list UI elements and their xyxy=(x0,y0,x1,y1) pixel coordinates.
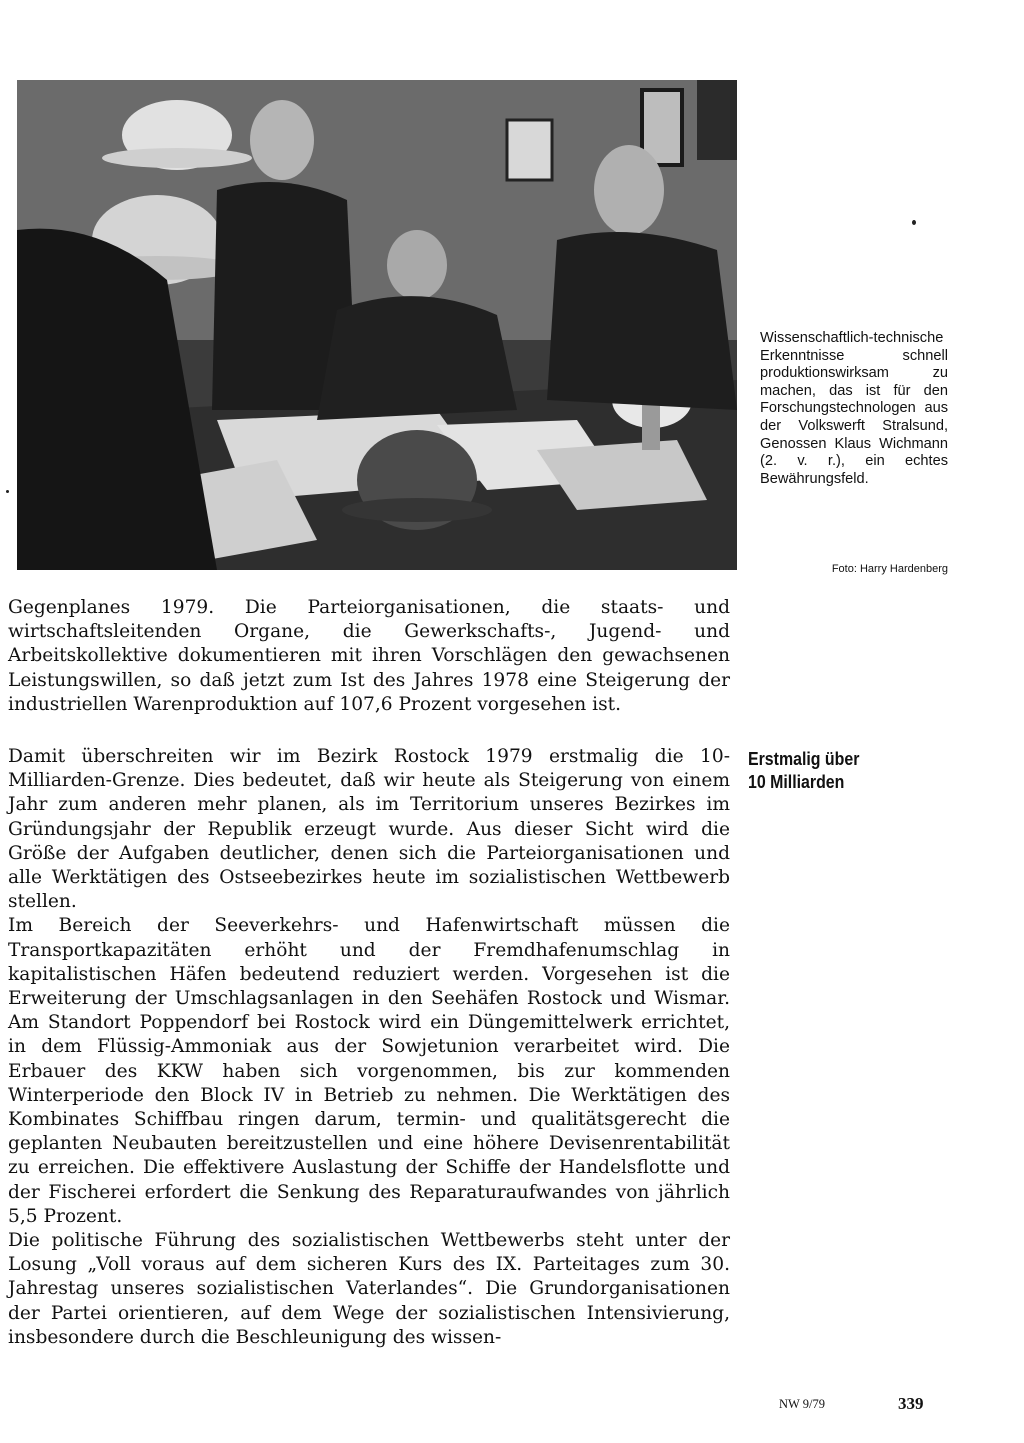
article-column-top xyxy=(8,596,730,717)
print-speck xyxy=(912,220,916,225)
article-paragraph-4: Die politische Führung des sozialistischen Wettbewerbs steht unter der Losung „Voll voraus auf dem sicheren Kurs des IX. Parteitages zum 30. Jahrestag unseres sozialistischen Vaterlandes“. Die Grundorganisationen der Partei orientieren, auf dem Wege der sozialistischen Intensivierung, insbesondere durch die Beschleunigung des wissen- xyxy=(8,1230,730,1348)
article-column-main xyxy=(8,745,730,1350)
article-paragraph-3: Im Bereich der Seeverkehrs- und Hafenwirtschaft müssen die Transportkapazitäten erhöht und der Fremdhafenumschlag in kapitalistischen Häfen bedeutend reduziert werden. Vorgesehen ist die Erweiterung der Umschlagsanlagen in den Seehäfen Rostock und Wismar. Am Standort Poppendorf bei Rostock wird ein Düngemittelwerk errichtet, in dem Flüssig-Ammoniak aus der Sowjetunion verarbeitet wird. Die Erbauer des KKW haben sich vorgenommen, bis zur kommenden Winterperiode den Block IV in Betrieb zu nehmen. Die Werktätigen des Kombinates Schiffbau ringen darum, termin- und qualitätsgerecht die geplanten Neubauten bereitzustellen und eine höhere Devisenrentabilität zu erreichen. Die effektivere Auslastung der Schiffe der Handelsflotte und der Fischerei erfordert die Senkung des Reparaturaufwandes von jährlich 5,5 Prozent. xyxy=(8,915,730,1227)
article-paragraph-1: Gegenplanes 1979. Die Parteiorganisationen, die staats- und wirtschaftsleitenden Organe, die Gewerkschafts-, Jugend- und Arbeitskollektive dokumentieren mit ihren Vorschlägen den gewachsenen Leistungswillen, so daß jetzt zum Ist des Jahres 1978 eine Steigerung der industriellen Warenproduktion auf 107,6 Prozent vorgesehen ist. xyxy=(8,597,730,715)
photo-credit: Foto: Harry Hardenberg xyxy=(831,563,948,575)
article-paragraph-2: Damit überschreiten wir im Bezirk Rostock 1979 erstmalig die 10-Milliarden-Grenze. Dies bedeutet, daß wir heute als Steigerung von einem Jahr zum anderen mehr planen, als im Territorium unseres Bezirkes im Gründungsjahr der Republik erzeugt wurde. Aus dieser Sicht wird die Größe der Aufgaben deutlicher, denen sich die Parteiorganisationen und alle Werktätigen des Ostseebezirkes heute im sozialistischen Wettbewerb stellen. xyxy=(8,746,730,913)
page-number: 339 xyxy=(898,1394,924,1413)
journal-issue: NW 9/79 xyxy=(779,1397,825,1411)
margin-heading-line-1: Erstmalig über xyxy=(748,748,860,769)
article-photo xyxy=(17,80,737,570)
margin-heading xyxy=(748,747,920,793)
margin-heading-line-2: 10 Milliarden xyxy=(748,771,845,792)
photo-caption: Wissenschaftlich-technische Erkenntnisse schnell produktionswirksam zu machen, das ist für den Forschungstechnologen aus der Volkswerft Stralsund, Genossen Klaus Wichmann (2. v. r.), ein echtes Bewährungsfeld. xyxy=(760,330,948,487)
photo-illustration xyxy=(17,80,737,570)
print-speck xyxy=(6,490,9,493)
